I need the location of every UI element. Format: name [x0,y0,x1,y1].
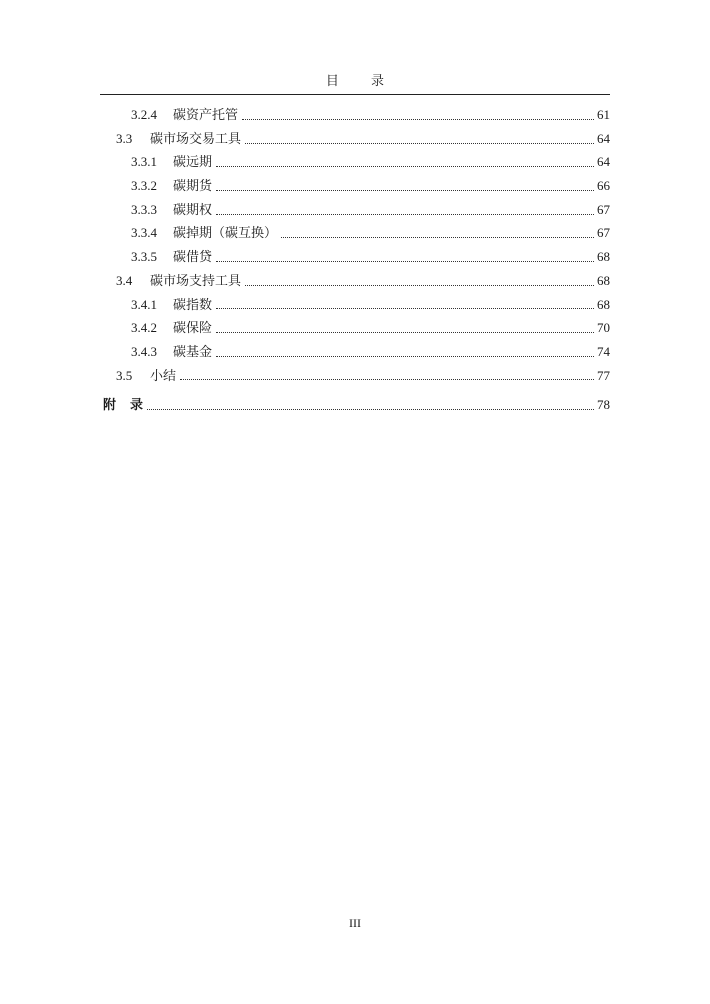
toc-page-number: 68 [597,296,610,312]
toc-page-number: 64 [597,130,610,146]
toc-page-number: 77 [597,367,610,383]
toc-page-number: 66 [597,178,610,194]
toc-page-number: 67 [597,201,610,217]
toc-page-number: 70 [597,320,610,336]
toc-dot-leader [216,165,594,167]
header-rule [100,94,610,95]
table-of-contents [100,103,610,417]
toc-section-number: 3.4 [116,272,133,288]
toc-page-number: 68 [597,249,610,265]
toc-entry-3-3-4[interactable] [100,221,610,245]
toc-section-number: 3.3.5 [131,249,157,265]
toc-section-number: 3.4.1 [131,296,157,312]
toc-entry-3-4-1[interactable] [100,293,610,317]
toc-entry-3-3-1[interactable] [100,150,610,174]
toc-dot-leader [180,378,594,380]
toc-section-number: 3.4.2 [131,320,157,336]
toc-section-number: 3.3.1 [131,154,157,170]
toc-section-title: 碳远期 [173,155,213,171]
toc-dot-leader [245,142,594,144]
toc-dot-leader [147,408,594,410]
toc-section-title: 碳掉期（碳互换） [173,226,278,242]
toc-dot-leader [245,284,594,286]
toc-dot-leader [216,355,594,357]
toc-dot-leader [216,213,594,215]
page-header-title: 目 录 [325,74,399,89]
toc-section-number: 3.3.4 [131,225,157,241]
toc-entry-3-3-2[interactable] [100,174,610,198]
toc-entry-3-4[interactable] [100,269,610,293]
toc-section-title: 碳指数 [173,297,213,313]
toc-dot-leader [281,236,594,238]
toc-entry-3-3-3[interactable] [100,198,610,222]
toc-section-title: 碳保险 [173,321,213,337]
toc-dot-leader [216,260,594,262]
toc-section-title: 碳借贷 [173,250,213,266]
toc-appendix-title: 附录 [103,398,158,414]
toc-entry-3-3[interactable] [100,127,610,151]
toc-section-title: 碳期权 [173,202,213,218]
toc-section-number: 3.3.3 [131,201,157,217]
toc-section-title: 碳期货 [173,179,213,195]
toc-section-title: 碳资产托管 [173,108,239,123]
toc-page-number: 67 [597,225,610,241]
toc-page-number: 74 [597,343,610,359]
toc-dot-leader [216,189,594,191]
toc-entry-3-5[interactable] [100,364,610,388]
toc-dot-leader [216,331,594,333]
toc-section-number: 3.3 [116,130,133,146]
toc-section-number: 3.5 [116,367,133,383]
toc-entry-3-4-3[interactable] [100,340,610,364]
toc-section-number: 3.4.3 [131,343,157,359]
toc-section-number: 3.3.2 [131,178,157,194]
toc-entry-3-2-4[interactable] [100,103,610,127]
toc-entry-3-4-2[interactable] [100,316,610,340]
toc-entry-3-3-5[interactable] [100,245,610,269]
toc-dot-leader [242,118,594,120]
page-footer-number: III [349,916,361,930]
toc-page-number: 61 [597,107,610,122]
toc-dot-leader [216,307,594,309]
toc-section-title: 小结 [150,368,177,384]
toc-section-title: 碳基金 [173,344,213,360]
toc-entry-appendix[interactable] [100,393,610,417]
toc-section-title: 碳市场交易工具 [150,131,242,147]
toc-page-number: 64 [597,154,610,170]
toc-section-title: 碳市场支持工具 [150,273,242,289]
toc-section-number: 3.2.4 [131,107,157,122]
toc-page-number: 78 [597,397,610,413]
toc-page-number: 68 [597,272,610,288]
